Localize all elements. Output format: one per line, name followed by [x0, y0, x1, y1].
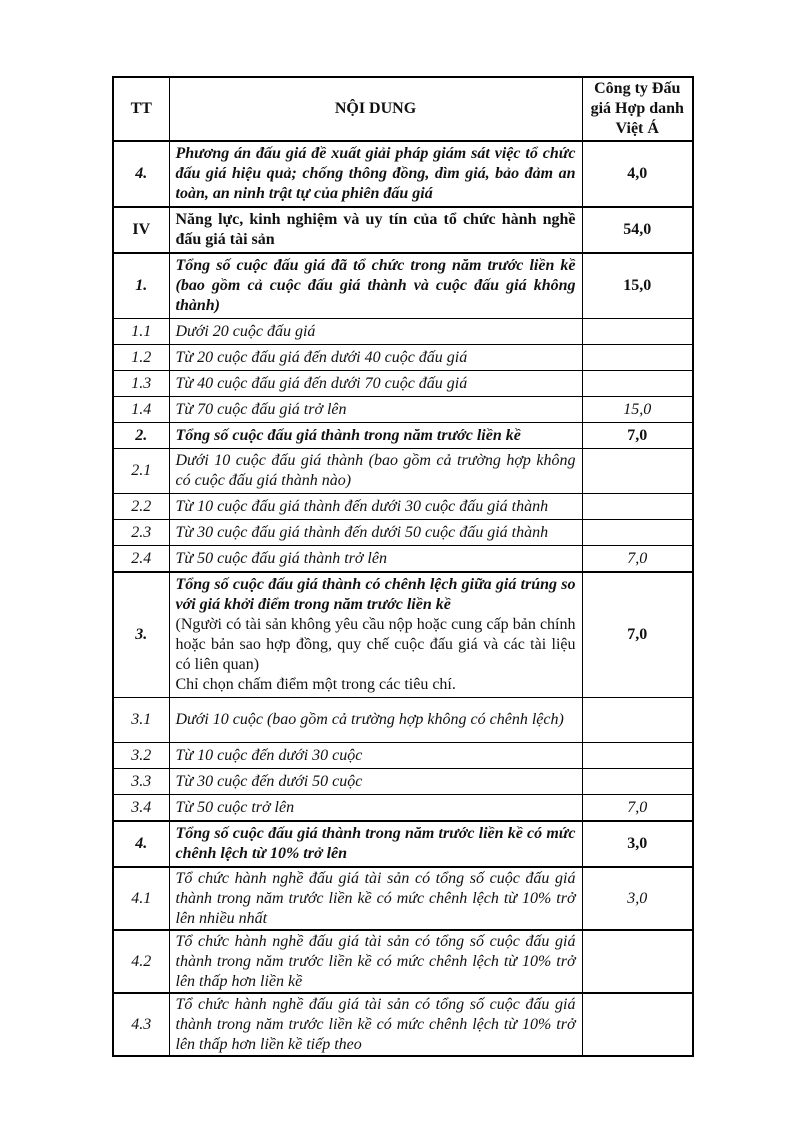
document-page [112, 76, 692, 1057]
row-tt: 3.1 [113, 698, 169, 743]
table-row [113, 572, 693, 698]
row-content: Phương án đấu giá đề xuất giải pháp giám sát việc tổ chức đấu giá hiệu quả; chống thông đồng, dìm giá, bảo đảm an toàn, an ninh trật tự của phiên đấu giá [169, 141, 582, 207]
row-tt: 4. [113, 141, 169, 207]
row-tt: 1.3 [113, 371, 169, 397]
row-content: Năng lực, kinh nghiệm và uy tín của tổ chức hành nghề đấu giá tài sản [169, 207, 582, 253]
row-score: 4,0 [582, 141, 693, 207]
row-tt: IV [113, 207, 169, 253]
row-content: Từ 50 cuộc trở lên [169, 795, 582, 822]
row-tt: 4. [113, 821, 169, 867]
row-tt: 1.1 [113, 319, 169, 345]
table-row [113, 494, 693, 520]
row-tt: 1.4 [113, 397, 169, 423]
row-score [582, 494, 693, 520]
table-row [113, 207, 693, 253]
table-row [113, 319, 693, 345]
header-content: NỘI DUNG [169, 77, 582, 141]
row-content: Từ 30 cuộc đấu giá thành đến dưới 50 cuộc đấu giá thành [169, 520, 582, 546]
row-content: Từ 70 cuộc đấu giá trở lên [169, 397, 582, 423]
row-tt: 2.2 [113, 494, 169, 520]
row-score: 15,0 [582, 253, 693, 319]
row-tt: 2. [113, 423, 169, 449]
table-row [113, 141, 693, 207]
row-score [582, 345, 693, 371]
table-row [113, 821, 693, 867]
row-score [582, 319, 693, 345]
header-tt: TT [113, 77, 169, 141]
row-content: Từ 10 cuộc đấu giá thành đến dưới 30 cuộc đấu giá thành [169, 494, 582, 520]
table-row [113, 371, 693, 397]
table-row [113, 867, 693, 930]
table-row [113, 546, 693, 573]
row-tt: 2.4 [113, 546, 169, 573]
row-content: Từ 30 cuộc đến dưới 50 cuộc [169, 769, 582, 795]
row-score [582, 993, 693, 1056]
row-tt: 4.3 [113, 993, 169, 1056]
row-tt: 1. [113, 253, 169, 319]
row-score [582, 930, 693, 993]
row-score [582, 769, 693, 795]
row-score [582, 520, 693, 546]
table-row [113, 345, 693, 371]
table-row [113, 743, 693, 769]
row-content: Từ 40 cuộc đấu giá đến dưới 70 cuộc đấu giá [169, 371, 582, 397]
table-row [113, 253, 693, 319]
table-row [113, 698, 693, 743]
row-score: 15,0 [582, 397, 693, 423]
row-content: Tổng số cuộc đấu giá thành trong năm trước liền kề [169, 423, 582, 449]
row-content: Dưới 10 cuộc đấu giá thành (bao gồm cả trường hợp không có cuộc đấu giá thành nào) [169, 449, 582, 494]
row-content: Dưới 20 cuộc đấu giá [169, 319, 582, 345]
row-tt: 3.4 [113, 795, 169, 822]
row-score: 54,0 [582, 207, 693, 253]
row-score: 7,0 [582, 546, 693, 573]
row-score: 7,0 [582, 572, 693, 698]
table-row [113, 795, 693, 822]
row-tt: 2.1 [113, 449, 169, 494]
row-score [582, 698, 693, 743]
scoring-table [112, 76, 694, 1057]
row-content: Từ 50 cuộc đấu giá thành trở lên [169, 546, 582, 573]
row-score: 7,0 [582, 795, 693, 822]
row-content: Dưới 10 cuộc (bao gồm cả trường hợp không có chênh lệch) [169, 698, 582, 743]
row-content [169, 572, 582, 698]
table-row [113, 930, 693, 993]
table-row [113, 423, 693, 449]
row-content: Từ 10 cuộc đến dưới 30 cuộc [169, 743, 582, 769]
row-score [582, 743, 693, 769]
header-score: Công ty Đấu giá Hợp danh Việt Á [582, 77, 693, 141]
row-tt: 3. [113, 572, 169, 698]
table-row [113, 769, 693, 795]
row-score: 3,0 [582, 821, 693, 867]
row-content: Tổng số cuộc đấu giá thành trong năm trước liền kề có mức chênh lệch từ 10% trở lên [169, 821, 582, 867]
table-row [113, 397, 693, 423]
row-tt: 4.1 [113, 867, 169, 930]
row-score [582, 449, 693, 494]
table-row [113, 993, 693, 1056]
row-score [582, 371, 693, 397]
row-content: Tổ chức hành nghề đấu giá tài sản có tổng số cuộc đấu giá thành trong năm trước liền kề có mức chênh lệch từ 10% trở lên thấp hơn liền kề [169, 930, 582, 993]
row-tt: 2.3 [113, 520, 169, 546]
row-content: Từ 20 cuộc đấu giá đến dưới 40 cuộc đấu giá [169, 345, 582, 371]
table-row [113, 520, 693, 546]
row-tt: 1.2 [113, 345, 169, 371]
table-header-row [113, 77, 693, 141]
row-content-emphasis: Tổng số cuộc đấu giá thành có chênh lệch giữa giá trúng so với giá khởi điểm trong năm trước liền kề [175, 576, 576, 613]
row-content-instruction: Chỉ chọn chấm điểm một trong các tiêu chí. [175, 676, 456, 693]
row-tt: 3.3 [113, 769, 169, 795]
row-tt: 3.2 [113, 743, 169, 769]
row-content: Tổ chức hành nghề đấu giá tài sản có tổng số cuộc đấu giá thành trong năm trước liền kề có mức chênh lệch từ 10% trở lên thấp hơn liền kề tiếp theo [169, 993, 582, 1056]
row-content: Tổng số cuộc đấu giá đã tổ chức trong năm trước liền kề (bao gồm cả cuộc đấu giá thành và cuộc đấu giá không thành) [169, 253, 582, 319]
row-score: 3,0 [582, 867, 693, 930]
row-content: Tổ chức hành nghề đấu giá tài sản có tổng số cuộc đấu giá thành trong năm trước liền kề có mức chênh lệch từ 10% trở lên nhiều nhất [169, 867, 582, 930]
row-tt: 4.2 [113, 930, 169, 993]
row-content-note: (Người có tài sản không yêu cầu nộp hoặc cung cấp bản chính hoặc bản sao hợp đồng, quy chế cuộc đấu giá và các tài liệu có liên quan) [175, 616, 576, 673]
table-row [113, 449, 693, 494]
row-score: 7,0 [582, 423, 693, 449]
